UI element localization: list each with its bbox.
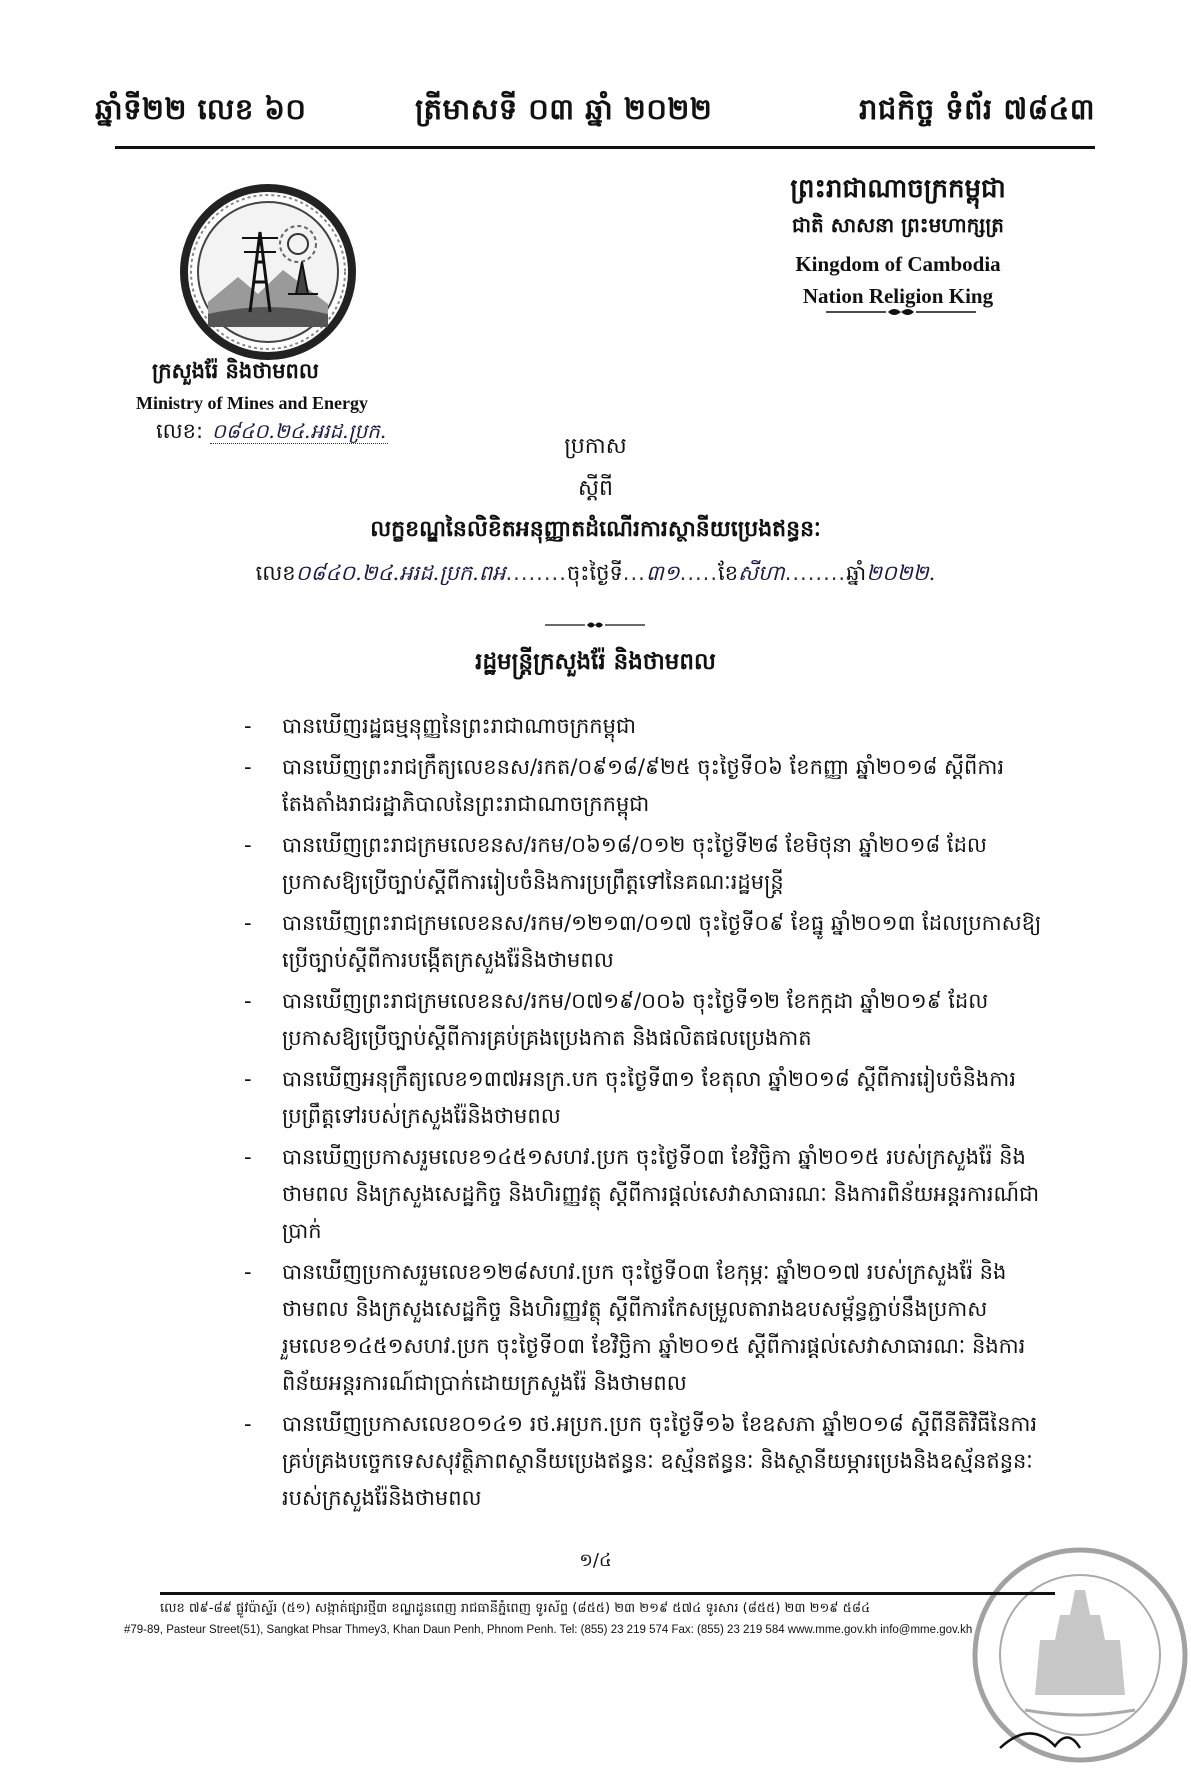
- footer-address-kh: លេខ ៧៩-៨៩ ផ្លូវប៉ាស្ទ័រ (៥១) សង្កាត់ផ្សារថ្មី៣ ខណ្ឌដូនពេញ រាជធានីភ្នំពេញ ទូរស័ព្ទ (៨៥៥) ២៣ ២១៩ ៥៧៤ ទូរសារ (៨៥៥) ២៣ ២១៩ ៥៨៤: [160, 1601, 871, 1616]
- recital-item: - បានឃើញរដ្ឋធម្មនុញ្ញនៃព្រះរាជាណាចក្រកម្ពុជា: [232, 708, 1052, 745]
- year-value: ២០២២.: [866, 561, 936, 585]
- ornament-divider-icon: [545, 620, 645, 630]
- recital-item: - បានឃើញប្រកាសលេខ០១៤១ រថ.អប្រក.ប្រក ចុះថ្ងៃទី១៦ ខែឧសភា ឆ្នាំ២០១៨ ស្តីពីនីតិវិធីនៃការគ្រប់គ្រងបច្ចេកទេសសុវត្ថិភាពស្ថានីយប្រេងឥន្ធនៈ ឧស្ម័នឥន្ធនៈ និងស្ថានីយម្ភារប្រេងនិងឧស្ម័នឥន្ធនៈ របស់ក្រសួងរ៉ែនិងថាមពល: [232, 1406, 1052, 1517]
- number-value: ០៨៤០.២៤.អរដ.ប្រក.ពអ: [295, 561, 506, 585]
- recital-item: - បានឃើញព្រះរាជក្រមលេខនស/រកម/០៧១៩/០០៦ ចុះថ្ងៃទី១២ ខែកក្កដា ឆ្នាំ២០១៩ ដែលប្រកាសឱ្យប្រើច្បាប់ស្តីពីការគ្រប់គ្រងប្រេងកាត និងផលិតផលប្រេងកាត: [232, 983, 1052, 1057]
- dots: ...: [622, 561, 646, 585]
- date-label: ចុះថ្ងៃទី: [566, 561, 623, 585]
- motto-kh: ជាតិ សាសនា ព្រះមហាក្សត្រ: [792, 213, 1004, 237]
- document-number-line: [0, 560, 1191, 591]
- gazette-volume: ឆ្នាំទី២២ លេខ ៦០: [95, 92, 307, 126]
- recital-item: - បានឃើញអនុក្រឹត្យលេខ១៣៧អនក្រ.បក ចុះថ្ងៃទី៣១ ខែតុលា ឆ្នាំ២០១៨ ស្តីពីការរៀបចំនិងការប្រព្រឹត្តទៅរបស់ក្រសួងរ៉ែនិងថាមពល: [232, 1061, 1052, 1135]
- ministry-seal-logo: [178, 182, 358, 362]
- ornament-divider-icon: [826, 306, 976, 318]
- gazette-quarter: ត្រីមាសទី ០៣ ឆ្នាំ ២០២២: [415, 92, 713, 126]
- footer-rule: [160, 1592, 1055, 1595]
- footer-address-en: #79-89, Pasteur Street(51), Sangkat Phsar Thmey3, Khan Daun Penh, Phnom Penh. Tel: (855) 23 219 574 Fax: (855) 23 219 584 www.mme.gov.kh info@mme.gov.kh: [124, 1624, 973, 1636]
- document-type: ប្រកាស: [564, 434, 627, 459]
- recitals-list: [232, 708, 1052, 1521]
- motto-en: Nation Religion King: [802, 284, 994, 308]
- document-subject: លក្ខខណ្ឌនៃលិខិតអនុញ្ញាតដំណើរការស្ថានីយប្រេងឥន្ធនៈ: [370, 517, 821, 542]
- month-label: ខែ: [718, 561, 739, 585]
- gazette-page: រាជកិច្ច ទំព័រ ៧៨៤៣: [859, 92, 1095, 126]
- document-about: ស្តីពី: [578, 476, 613, 501]
- day-value: ៣១: [645, 561, 680, 585]
- recital-item: - បានឃើញប្រកាសរួមលេខ១២៨សហវ.ប្រក ចុះថ្ងៃទី០៣ ខែកុម្ភៈ ឆ្នាំ២០១៧ របស់ក្រសួងរ៉ែ និងថាមពល និងក្រសួងសេដ្ឋកិច្ច និងហិរញ្ញវត្ថុ ស្តីពីការកែសម្រួលតារាងឧបសម្ព័ន្ធភ្ជាប់នឹងប្រកាសរួមលេខ១៤៥១សហវ.ប្រក ចុះថ្ងៃទី០៣ ខែវិច្ឆិកា ឆ្នាំ២០១៥ ស្តីពីការផ្តល់សេវាសាធារណៈ និងការពិន័យអន្តរការណ៍ជាប្រាក់ដោយក្រសួងរ៉ែ និងថាមពល: [232, 1254, 1052, 1402]
- dots: ........: [505, 561, 567, 585]
- recital-item: - បានឃើញប្រកាសរួមលេខ១៤៥១សហវ.ប្រក ចុះថ្ងៃទី០៣ ខែវិច្ឆិកា ឆ្នាំ២០១៥ របស់ក្រសួងរ៉ែ និងថាមពល និងក្រសួងសេដ្ឋកិច្ច និងហិរញ្ញវត្ថុ ស្តីពីការផ្តល់សេវាសាធារណៈ និងការពិន័យអន្តរការណ៍ជាប្រាក់: [232, 1139, 1052, 1250]
- header-rule: [115, 146, 1095, 149]
- gazette-header: [95, 92, 1095, 138]
- recital-item: - បានឃើញព្រះរាជក្រមលេខនស/រកម/១២១៣/០១៧ ចុះថ្ងៃទី០៩ ខែធ្នូ ឆ្នាំ២០១៣ ដែលប្រកាសឱ្យប្រើច្បាប់ស្តីពីការបង្កើតក្រសួងរ៉ែនិងថាមពល: [232, 905, 1052, 979]
- recital-item: - បានឃើញព្រះរាជក្រមលេខនស/រកម/០៦១៨/០១២ ចុះថ្ងៃទី២៨ ខែមិថុនា ឆ្នាំ២០១៨ ដែលប្រកាសឱ្យប្រើច្បាប់ស្តីពីការរៀបចំនិងការប្រព្រឹត្តទៅនៃគណៈរដ្ឋមន្ត្រី: [232, 827, 1052, 901]
- reference-label: លេខ:: [156, 419, 204, 443]
- recital-item: - បានឃើញព្រះរាជក្រឹត្យលេខនស/រកត/០៩១៨/៩២៥ ចុះថ្ងៃទី០៦ ខែកញ្ញា ឆ្នាំ២០១៨ ស្តីពីការតែងតាំងរាជរដ្ឋាភិបាលនៃព្រះរាជាណាចក្រកម្ពុជា: [232, 749, 1052, 823]
- kingdom-name-en: Kingdom of Cambodia: [795, 252, 1001, 276]
- minister-title: រដ្ឋមន្ត្រីក្រសួងរ៉ែ និងថាមពល: [475, 649, 716, 675]
- number-label: លេខ: [255, 561, 296, 585]
- ministry-name-en: Ministry of Mines and Energy: [136, 393, 368, 413]
- kingdom-name-kh: ព្រះរាជាណាចក្រកម្ពុជា: [790, 174, 1006, 204]
- ministry-name-kh: ក្រសួងរ៉ែ និងថាមពល: [152, 359, 319, 383]
- page-number: ១/៤: [579, 1550, 612, 1571]
- dots: .....: [679, 561, 719, 585]
- year-label: ឆ្នាំ: [846, 561, 867, 585]
- reference-value: ០៨៤០.២៤.អរដ.ប្រក.: [211, 419, 387, 443]
- dots: ........: [784, 561, 847, 585]
- month-value: សីហា: [738, 561, 785, 585]
